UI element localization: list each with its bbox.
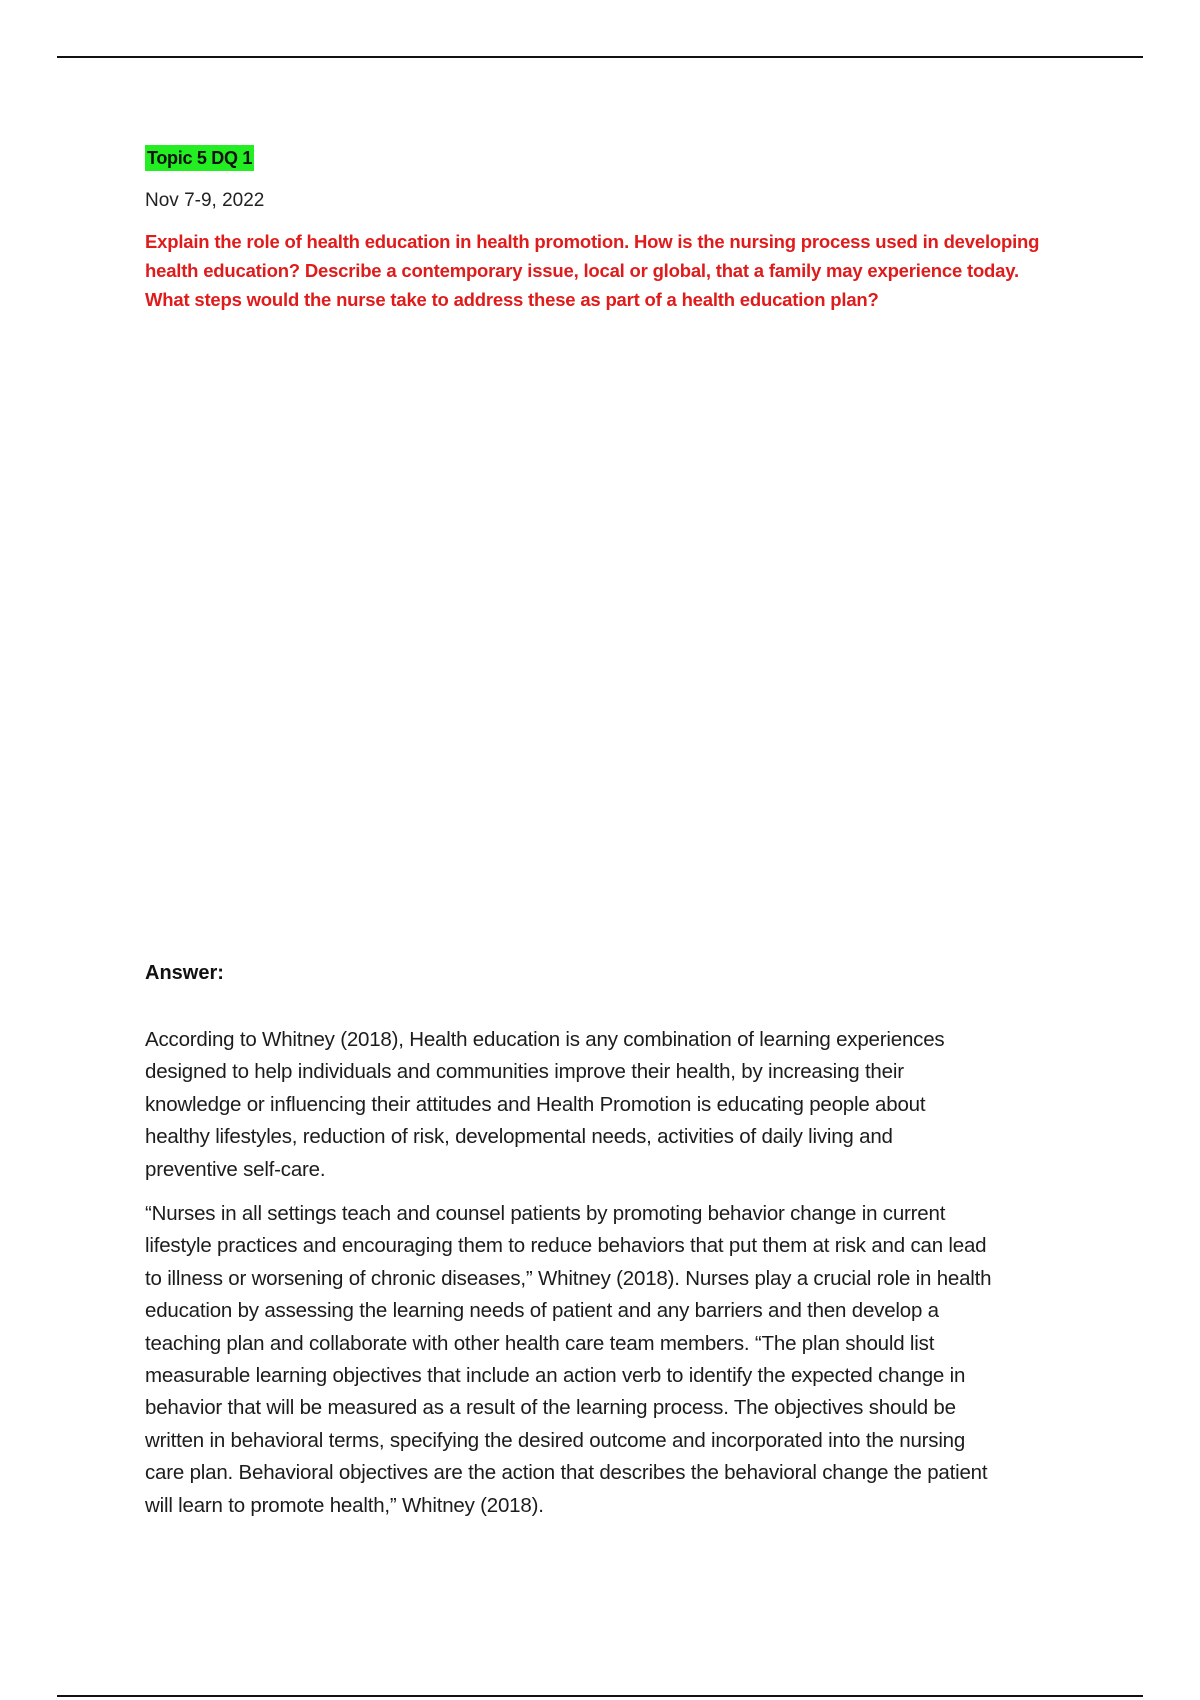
- answer-paragraph: [145, 1198, 1090, 1522]
- question-line: Explain the role of health education in health promotion. How is the nursing process used in developing: [145, 231, 1040, 252]
- topic-label: Topic 5 DQ 1: [145, 145, 254, 171]
- paragraph-line: teaching plan and collaborate with other health care team members. “The plan should list: [145, 1331, 935, 1355]
- paragraph-line: education by assessing the learning needs of patient and any barriers and then develop a: [145, 1299, 939, 1323]
- bottom-rule: [57, 1695, 1143, 1697]
- paragraph-line: care plan. Behavioral objectives are the action that describes the behavioral change the patient: [145, 1461, 988, 1485]
- question-section: [145, 145, 1105, 314]
- answer-body: [145, 1024, 1090, 1534]
- paragraph-line: will learn to promote health,” Whitney (2018).: [145, 1493, 544, 1517]
- question-line: What steps would the nurse take to address these as part of a health education plan?: [145, 289, 879, 310]
- date-text: Nov 7-9, 2022: [145, 190, 265, 211]
- paragraph-line: designed to help individuals and communities improve their health, by increasing their: [145, 1060, 904, 1084]
- paragraph-line: lifestyle practices and encouraging them to reduce behaviors that put them at risk and can lead: [145, 1234, 987, 1258]
- paragraph-line: knowledge or influencing their attitudes and Health Promotion is educating people about: [145, 1092, 926, 1116]
- question-text: [145, 227, 1105, 314]
- question-line: health education? Describe a contemporary issue, local or global, that a family may experience today.: [145, 260, 1019, 281]
- paragraph-line: preventive self-care.: [145, 1157, 326, 1181]
- paragraph-line: measurable learning objectives that include an action verb to identify the expected change in: [145, 1364, 966, 1388]
- paragraph-line: written in behavioral terms, specifying the desired outcome and incorporated into the nursing: [145, 1428, 966, 1452]
- answer-heading: Answer:: [145, 962, 224, 984]
- paragraph-line: healthy lifestyles, reduction of risk, developmental needs, activities of daily living and: [145, 1125, 893, 1149]
- paragraph-line: to illness or worsening of chronic diseases,” Whitney (2018). Nurses play a crucial role in health: [145, 1266, 992, 1290]
- paragraph-line: “Nurses in all settings teach and counsel patients by promoting behavior change in current: [145, 1202, 946, 1226]
- paragraph-line: According to Whitney (2018), Health education is any combination of learning experiences: [145, 1028, 945, 1051]
- answer-paragraph: [145, 1024, 1090, 1186]
- top-rule: [57, 56, 1143, 58]
- paragraph-line: behavior that will be measured as a result of the learning process. The objectives should be: [145, 1396, 956, 1420]
